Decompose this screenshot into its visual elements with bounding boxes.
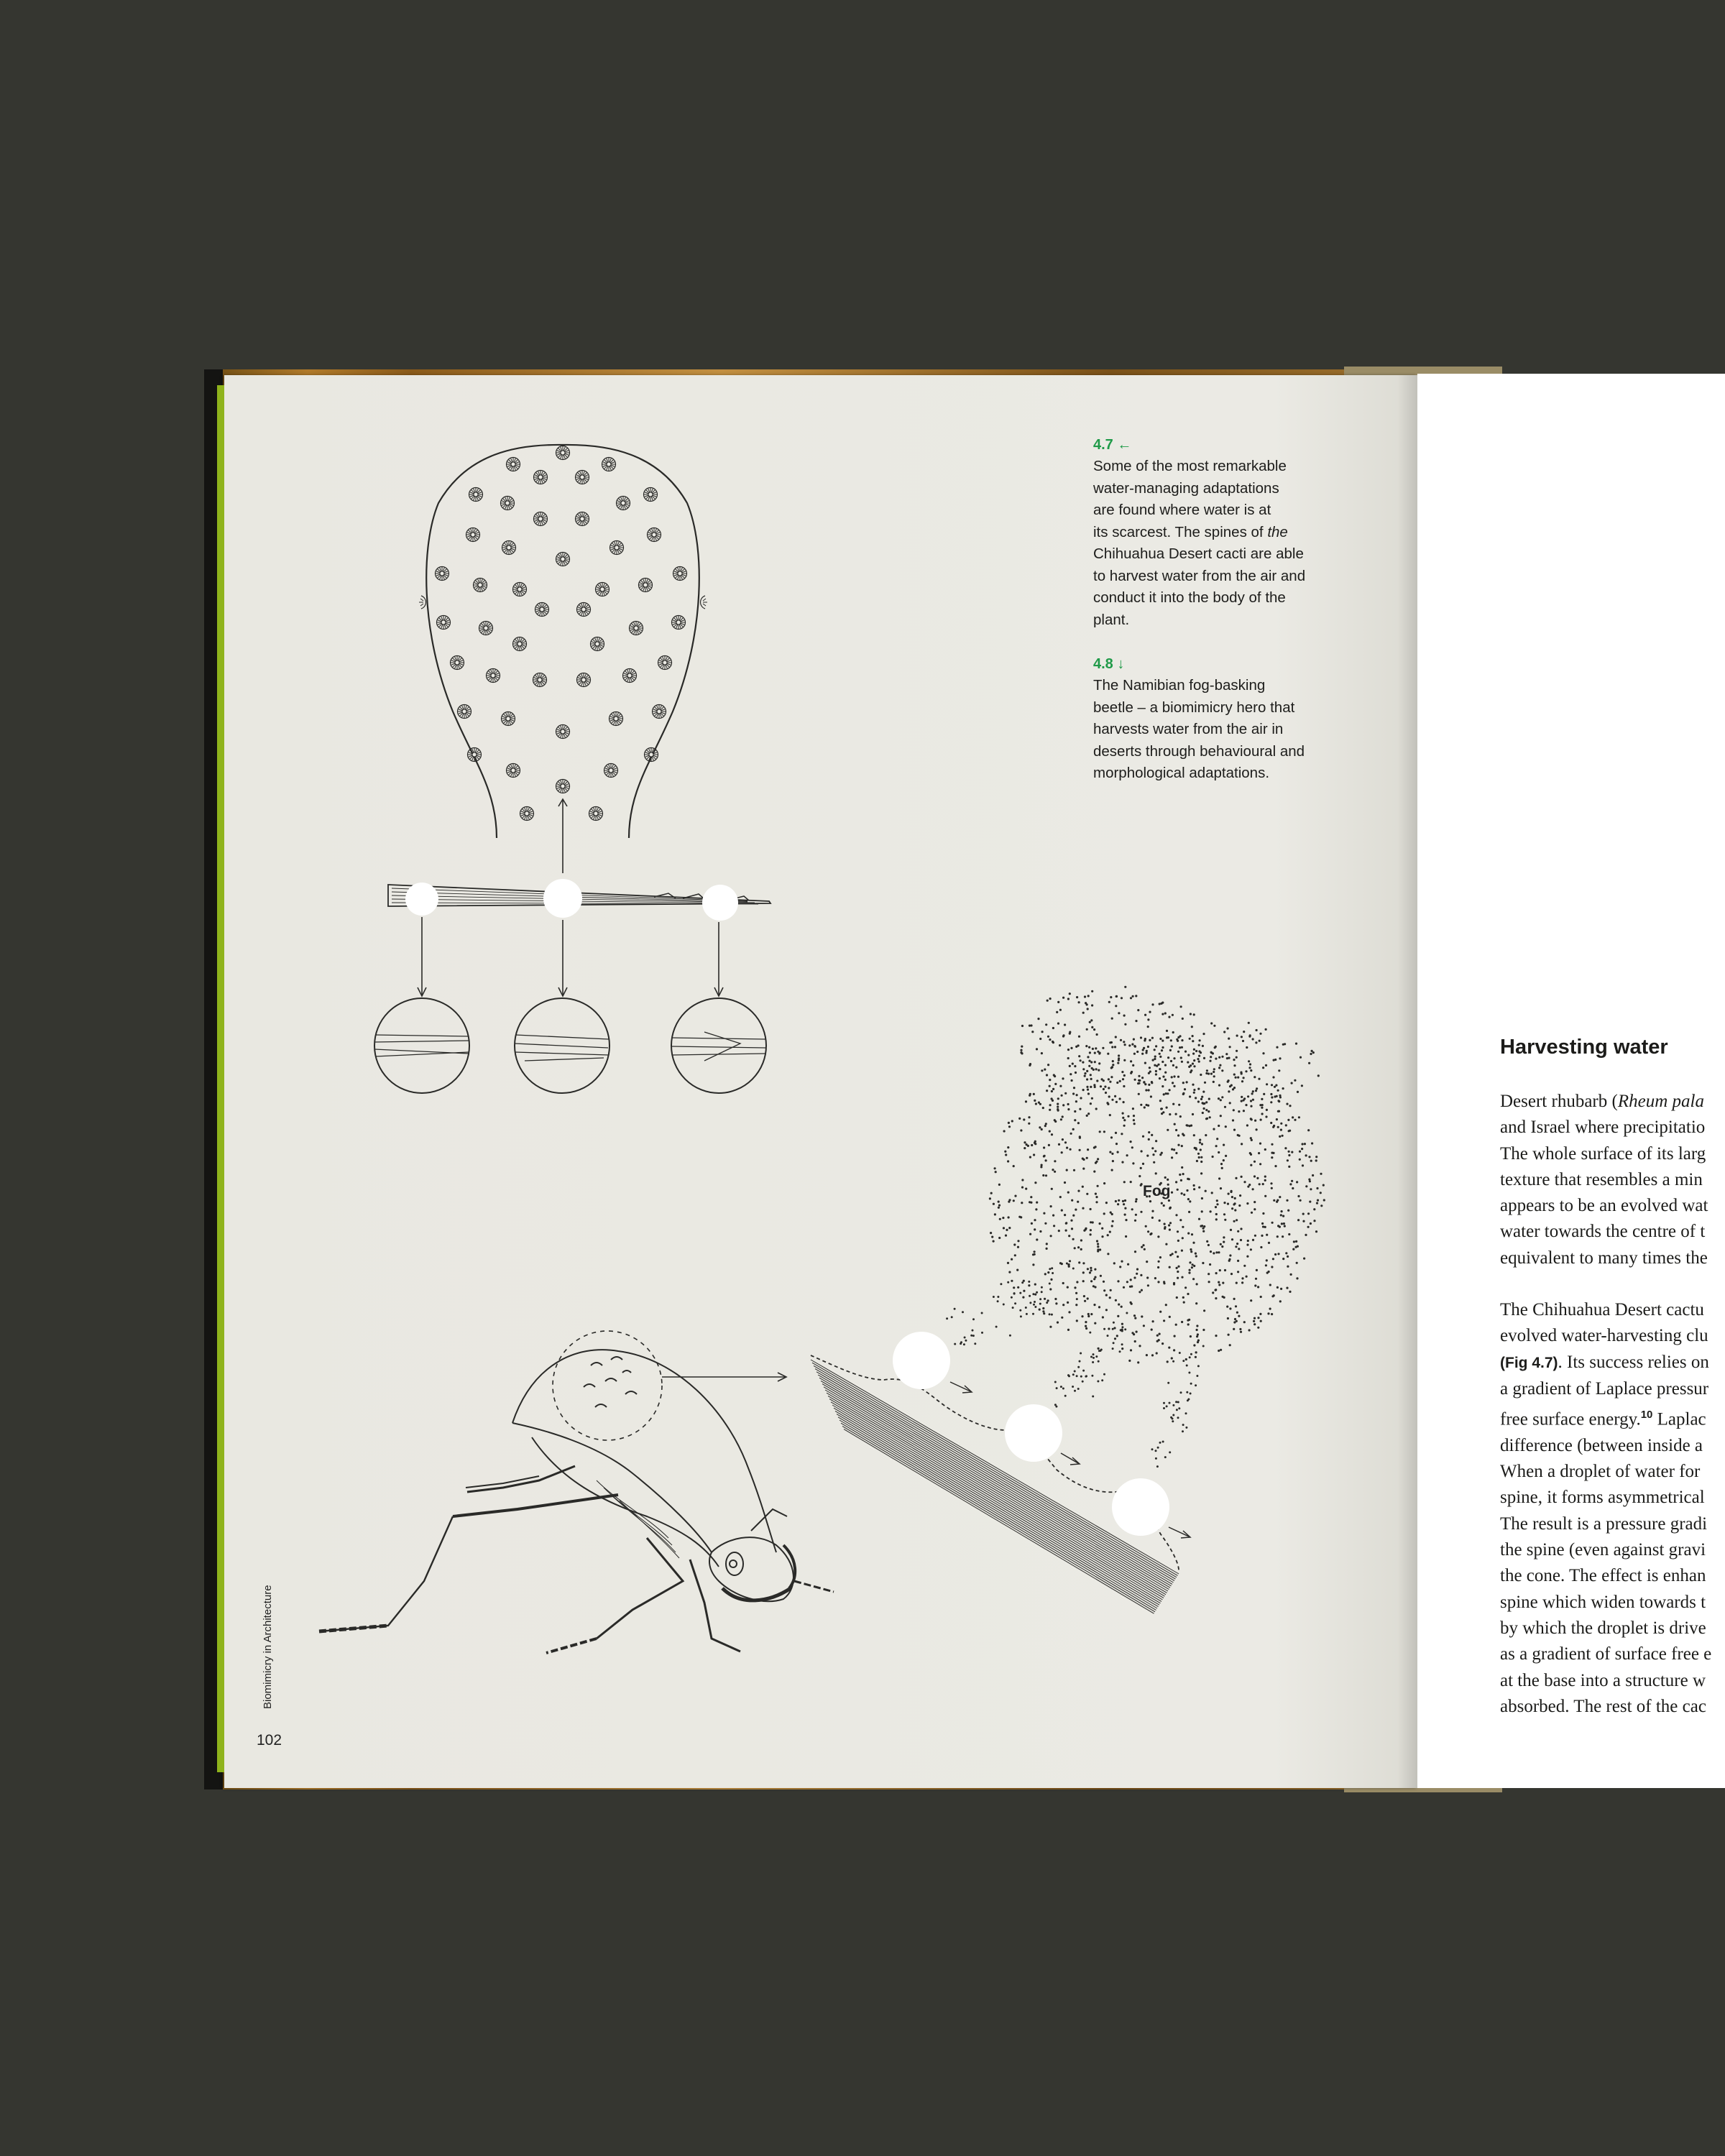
body-line: spine which widen towards t — [1500, 1592, 1706, 1612]
body-line: equivalent to many times the — [1500, 1248, 1708, 1268]
cactus-spine-illustration — [374, 879, 770, 1093]
running-head: Biomimicry in Architecture — [262, 1585, 274, 1709]
body-line: the cone. The effect is enhan — [1500, 1566, 1706, 1586]
caption-line: its scarcest. The spines of the — [1093, 523, 1288, 540]
caption-number: 4.7 — [1093, 437, 1113, 453]
body-text — [1500, 1089, 1725, 1720]
fog-label: Fog — [1143, 1183, 1171, 1199]
body-line: spine, it forms asymmetrical — [1500, 1488, 1705, 1508]
body-line: difference (between inside a — [1500, 1435, 1703, 1455]
body-line: The result is a pressure gradi — [1500, 1514, 1708, 1534]
fog-cloud-illustration — [928, 986, 1325, 1468]
arrow-down-icon: ↓ — [1117, 656, 1125, 672]
fog-basking-beetle-illustration — [319, 1331, 834, 1653]
beetle-surface-droplets-illustration — [811, 1332, 1190, 1613]
caption-line: Some of the most remarkable — [1093, 458, 1287, 474]
body-line: and Israel where precipitatio — [1500, 1118, 1706, 1138]
caption-line: The Namibian fog-basking — [1093, 677, 1266, 694]
caption-line: conduct it into the body of the — [1093, 589, 1286, 606]
body-line: appears to be an evolved wat — [1500, 1196, 1708, 1216]
body-line: evolved water-harvesting clu — [1500, 1326, 1708, 1346]
body-line: free surface energy.$^{10}$ Laplac — [1500, 1409, 1706, 1429]
body-line: texture that resembles a min — [1500, 1169, 1703, 1189]
body-line: When a droplet of water for — [1500, 1462, 1701, 1482]
caption-line: are found where water is at — [1093, 502, 1271, 518]
caption-line: to harvest water from the air and — [1093, 567, 1306, 584]
body-line: The whole surface of its larg — [1500, 1143, 1706, 1164]
section-heading: Harvesting water — [1500, 1036, 1668, 1059]
body-line: as a gradient of surface free e — [1500, 1644, 1712, 1664]
body-line: water towards the centre of t — [1500, 1222, 1706, 1242]
body-line: (Fig 4.7). Its success relies on — [1500, 1352, 1709, 1372]
caption-line: beetle – a biomimicry hero that — [1093, 699, 1295, 716]
caption-line: Chihuahua Desert cacti are able — [1093, 545, 1304, 562]
caption-line: deserts through behavioural and — [1093, 742, 1305, 760]
body-line: absorbed. The rest of the cac — [1500, 1696, 1706, 1716]
body-line: by which the droplet is drive — [1500, 1618, 1706, 1638]
page-number: 102 — [257, 1732, 282, 1749]
cactus-pad-illustration — [419, 445, 707, 873]
caption-line: water-managing adaptations — [1093, 479, 1279, 497]
arrow-left-icon: ← — [1117, 437, 1132, 453]
caption-line: harvests water from the air in — [1093, 721, 1284, 737]
caption-line: plant. — [1093, 611, 1130, 628]
body-line: The Chihuahua Desert cactu — [1500, 1300, 1704, 1320]
body-line: the spine (even against gravi — [1500, 1540, 1706, 1560]
body-line: at the base into a structure w — [1500, 1670, 1706, 1690]
caption-fig-4-8 — [1093, 653, 1330, 785]
cover-green-strip — [217, 385, 224, 1772]
caption-number: 4.8 — [1093, 656, 1113, 672]
body-line: Desert rhubarb (Rheum pala — [1500, 1092, 1704, 1111]
body-line: a gradient of Laplace pressur — [1500, 1378, 1709, 1399]
caption-line: morphological adaptations. — [1093, 765, 1270, 781]
caption-fig-4-7 — [1093, 434, 1330, 631]
